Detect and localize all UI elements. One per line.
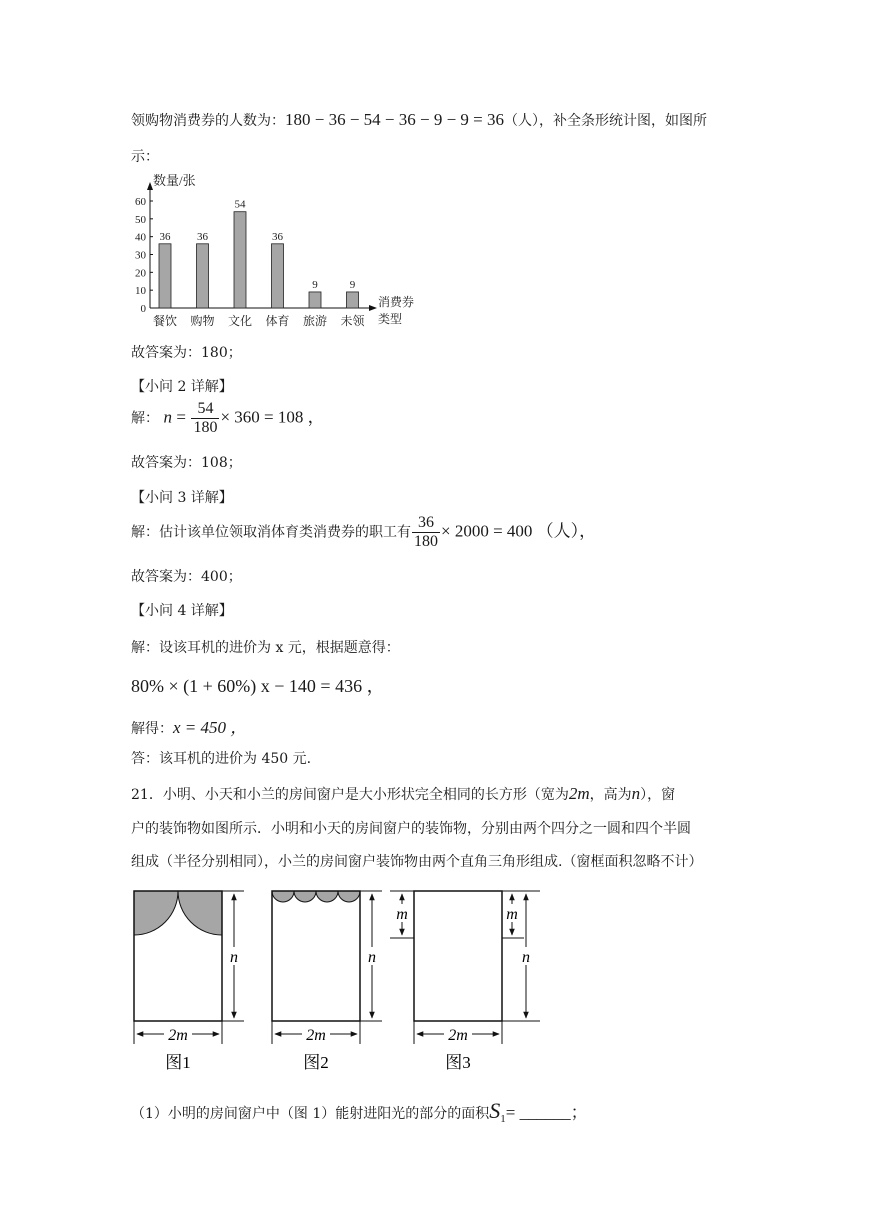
figure-3 [390, 891, 540, 1072]
text: 解得： [131, 721, 173, 737]
width-label: 2m [306, 1027, 326, 1044]
x-axis-title-line-2: 类型 [378, 312, 403, 326]
text: 解：估计该单位领取消体育类消费券的职工有 [131, 524, 411, 541]
figure-1 [134, 891, 244, 1072]
bar-chart [128, 170, 428, 335]
y-tick-label: 20 [135, 267, 146, 280]
bar [309, 292, 321, 308]
height-label: n [368, 949, 376, 966]
category-label: 旅游 [302, 314, 328, 328]
y-tick-label: 30 [135, 249, 146, 262]
bar-value-label: 36 [197, 230, 208, 243]
solution-4-answer: 答：该耳机的进价为 450 元. [131, 751, 312, 767]
window-frame [414, 891, 502, 1021]
width-var: 2m [568, 784, 590, 803]
bar-value-label: 36 [159, 230, 171, 243]
category-label: 体育 [265, 314, 290, 328]
x-axis-arrow [369, 305, 377, 311]
window-frame [272, 891, 360, 1021]
question-21-line-2: 户的装饰物如图所示．小明和小天的房间窗户的装饰物，分别由两个四分之一圆和四个半圆 [131, 821, 691, 837]
figure-label: 图1 [165, 1053, 191, 1072]
y-tick-label: 60 [135, 196, 146, 208]
numerator: 54 [191, 400, 219, 419]
semicircle-decoration [316, 891, 338, 902]
denominator: 180 [414, 533, 438, 550]
chart-axes [147, 182, 377, 311]
solution-4-setup: 解：设该耳机的进价为 x 元，根据题意得： [131, 640, 400, 656]
numerator: 36 [412, 514, 440, 533]
fraction [412, 514, 440, 551]
text: （人），补全条形统计图，如图所 [504, 113, 708, 129]
area-subscript: 1 [500, 1112, 506, 1125]
solution-4-equation: 80% × (1 + 60%) x − 140 = 436 ， [131, 676, 385, 696]
category-label: 餐饮 [152, 314, 178, 328]
paragraph-1-line-1 [131, 110, 707, 130]
category-label: 购物 [190, 314, 215, 328]
heading-q4: 【小问 4 详解】 [131, 603, 233, 619]
sub-question-1 [131, 1098, 588, 1125]
bar-value-label: 36 [272, 230, 283, 243]
text: ），窗 [640, 787, 676, 803]
math-expression: × 360 = 108 ， [220, 407, 325, 427]
y-tick-label: 0 [140, 303, 146, 315]
answer-1: 故答案为：180； [131, 345, 242, 361]
width-label: 2m [168, 1027, 188, 1044]
category-label: 文化 [227, 314, 253, 328]
solution-2 [131, 400, 325, 437]
bar-value-label: 54 [234, 198, 246, 211]
denominator: 180 [193, 419, 218, 436]
window-figures [128, 884, 548, 1074]
question-21-line-1 [131, 784, 675, 804]
var-n: n [163, 407, 172, 427]
math-expression: 180 − 36 − 54 − 36 − 9 − 9 = 36 [285, 110, 505, 129]
semicircle-decoration [294, 891, 316, 902]
answer-2: 故答案为：108； [131, 455, 242, 471]
math-expression: x = 450 ， [173, 718, 248, 737]
y-tick-label: 40 [135, 231, 146, 244]
paragraph-1-line-2: 示： [131, 149, 159, 165]
y-tick-label: 10 [135, 285, 146, 298]
question-21-line-3: 组成（半径分别相同），小兰的房间窗户装饰物由两个直角三角形组成.（窗框面积忽略不计） [131, 854, 703, 870]
bar [159, 244, 171, 308]
quarter-circle-decoration-left [134, 891, 178, 935]
answer-3: 故答案为：400； [131, 569, 242, 585]
bar [197, 244, 209, 308]
semicircle-decoration [338, 891, 360, 902]
text: ，高为 [589, 787, 632, 803]
m-label: m [396, 906, 408, 923]
height-label: n [230, 949, 238, 966]
solution-3 [131, 514, 596, 551]
heading-q3: 【小问 3 详解】 [131, 490, 233, 506]
bar [272, 244, 284, 308]
bar-value-label: 9 [349, 278, 356, 291]
chart-bars [159, 212, 359, 308]
y-axis-title: 数量/张 [153, 173, 196, 188]
math-expression: × 2000 = 400 （人）， [441, 521, 597, 541]
solution-4-result [131, 713, 247, 738]
bar [347, 292, 359, 308]
text: 解： [131, 410, 159, 427]
text: 21．小明、小天和小兰的房间窗户是大小形状完全相同的长方形（宽为 [131, 787, 569, 803]
x-axis-title-line-1: 消费券 [378, 295, 415, 309]
category-label: 未领 [340, 314, 365, 328]
area-symbol: S [489, 1098, 501, 1123]
figure-label: 图2 [303, 1053, 329, 1072]
semicircle-decoration [272, 891, 294, 902]
heading-q2: 【小问 2 详解】 [131, 379, 233, 395]
equals: = [176, 407, 186, 427]
bar [234, 212, 246, 308]
height-var: n [631, 784, 641, 803]
bar-value-label: 9 [312, 278, 318, 291]
figure-2 [272, 891, 382, 1072]
fraction [191, 400, 219, 437]
y-tick-label: 50 [135, 213, 146, 226]
text: （1）小明的房间窗户中（图 1）能射进阳光的部分的面积 [131, 1106, 490, 1122]
answer-blank: = ______； [505, 1103, 588, 1122]
quarter-circle-decoration-right [178, 891, 222, 935]
figure-label: 图3 [445, 1053, 471, 1072]
height-label: n [522, 949, 530, 966]
m-label: m [506, 906, 518, 923]
width-label: 2m [448, 1027, 468, 1044]
text: 领购物消费券的人数为： [131, 113, 285, 129]
